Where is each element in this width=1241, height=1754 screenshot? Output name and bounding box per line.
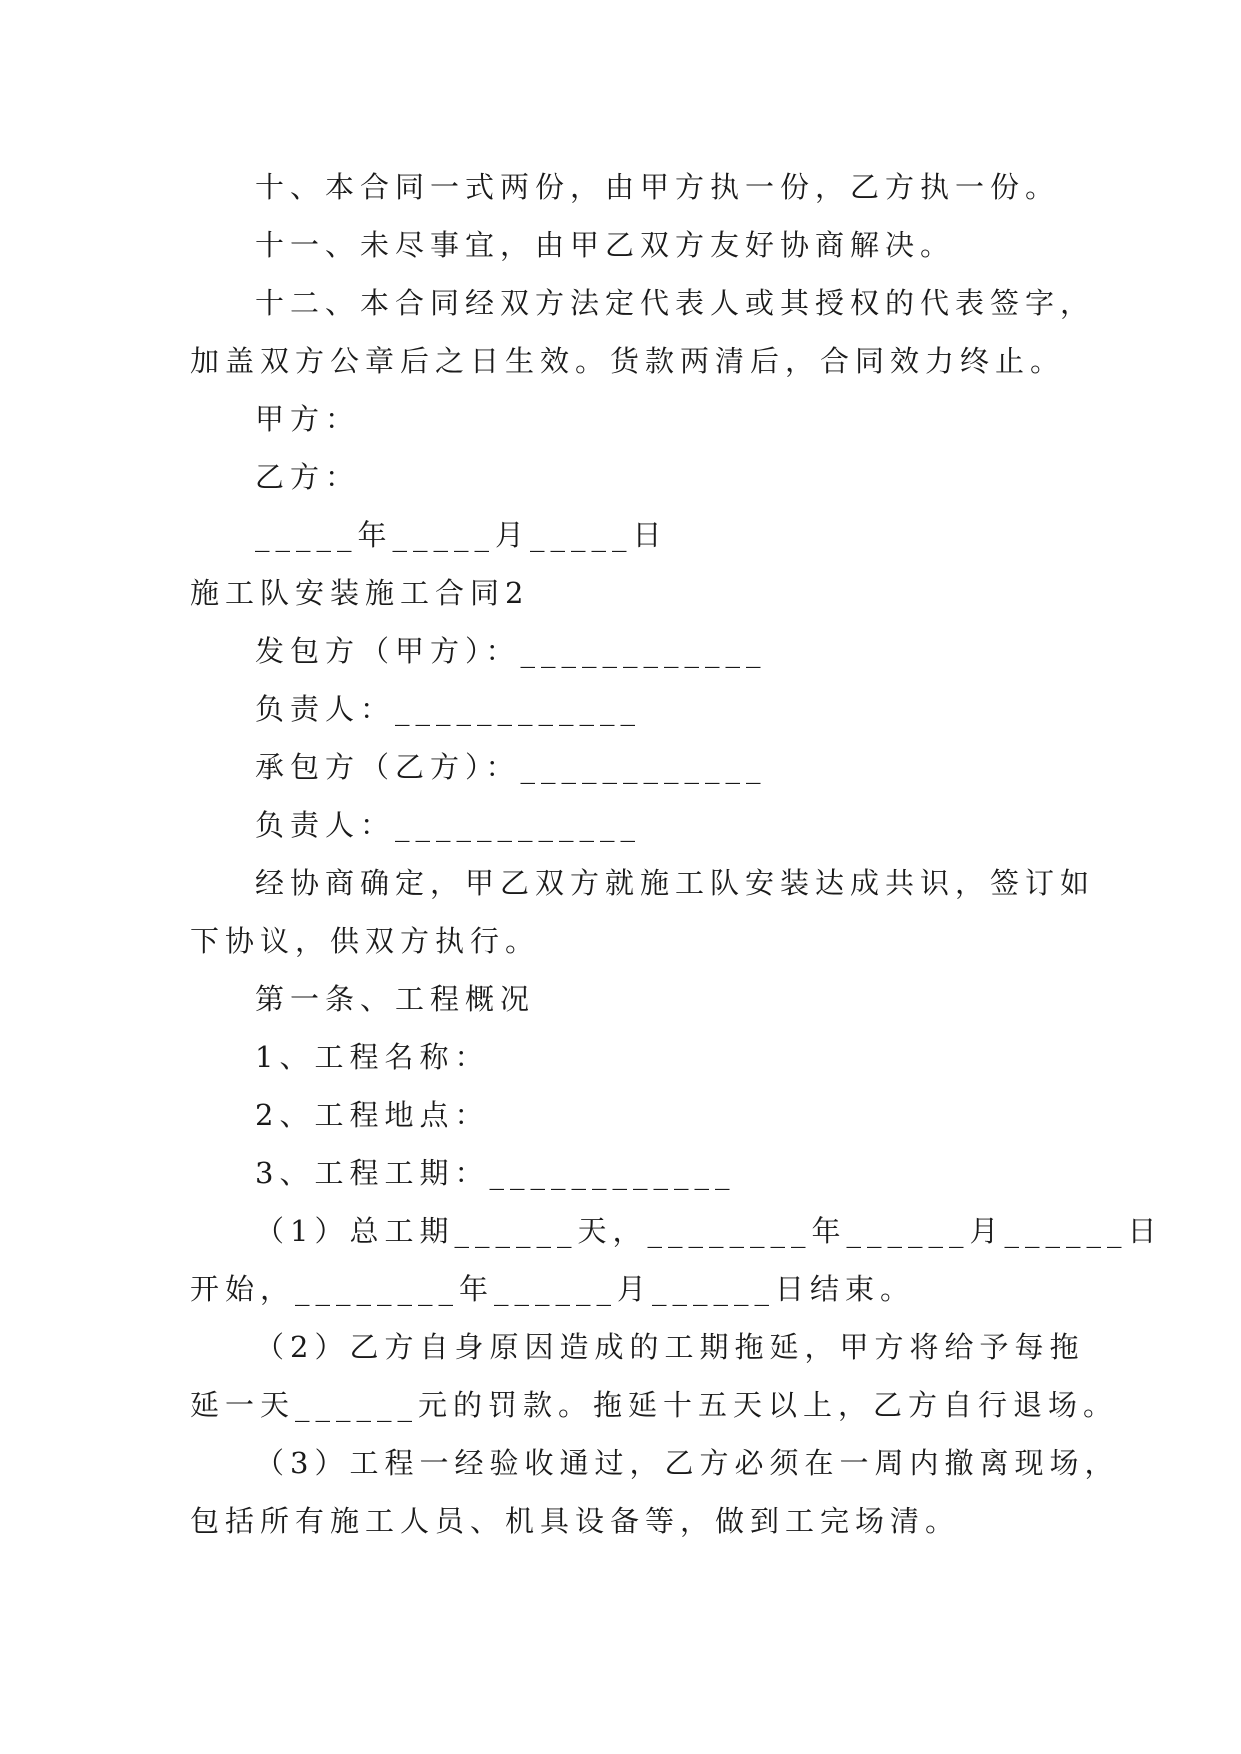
clause-12-line-1: 十二、本合同经双方法定代表人或其授权的代表签字， <box>255 286 1096 320</box>
project-name-field: 1、工程名称： <box>255 1040 490 1074</box>
duration-item-1-line-1: （1）总工期______天，________年______月______日 <box>255 1214 1163 1248</box>
document-page <box>190 158 1163 1550</box>
preamble-line-1: 经协商确定，甲乙双方就施工队安装达成共识，签订如 <box>255 866 1096 900</box>
duration-item-2-line-1: （2）乙方自身原因造成的工期拖延，甲方将给予每拖 <box>255 1330 1085 1364</box>
contractor-field: 承包方（乙方）：____________ <box>255 750 767 784</box>
project-duration-field: 3、工程工期：____________ <box>255 1156 736 1190</box>
clause-10: 十、本合同一式两份，由甲方执一份，乙方执一份。 <box>255 170 1061 204</box>
duration-item-2-line-2: 延一天______元的罚款。拖延十五天以上，乙方自行退场。 <box>190 1388 1119 1422</box>
clause-11: 十一、未尽事宜，由甲乙双方友好协商解决。 <box>255 228 956 262</box>
contractor-representative-field: 负责人：____________ <box>255 808 642 842</box>
party-b-signature: 乙方： <box>255 460 361 494</box>
duration-item-3-line-1: （3）工程一经验收通过，乙方必须在一周内撤离现场， <box>255 1446 1120 1480</box>
signature-date: _____年_____月_____日 <box>255 518 668 552</box>
preamble-line-2: 下协议，供双方执行。 <box>190 924 541 958</box>
clause-12-line-2: 加盖双方公章后之日生效。货款两清后，合同效力终止。 <box>190 344 1066 378</box>
duration-item-1-line-2: 开始，________年______月______日结束。 <box>190 1272 916 1306</box>
party-a-signature: 甲方： <box>255 402 361 436</box>
article-1-heading: 第一条、工程概况 <box>255 982 536 1016</box>
project-location-field: 2、工程地点： <box>255 1098 490 1132</box>
contract-2-title: 施工队安装施工合同2 <box>190 576 530 610</box>
duration-item-3-line-2: 包括所有施工人员、机具设备等，做到工完场清。 <box>190 1504 961 1538</box>
employer-field: 发包方（甲方）：____________ <box>255 634 767 668</box>
employer-representative-field: 负责人：____________ <box>255 692 642 726</box>
